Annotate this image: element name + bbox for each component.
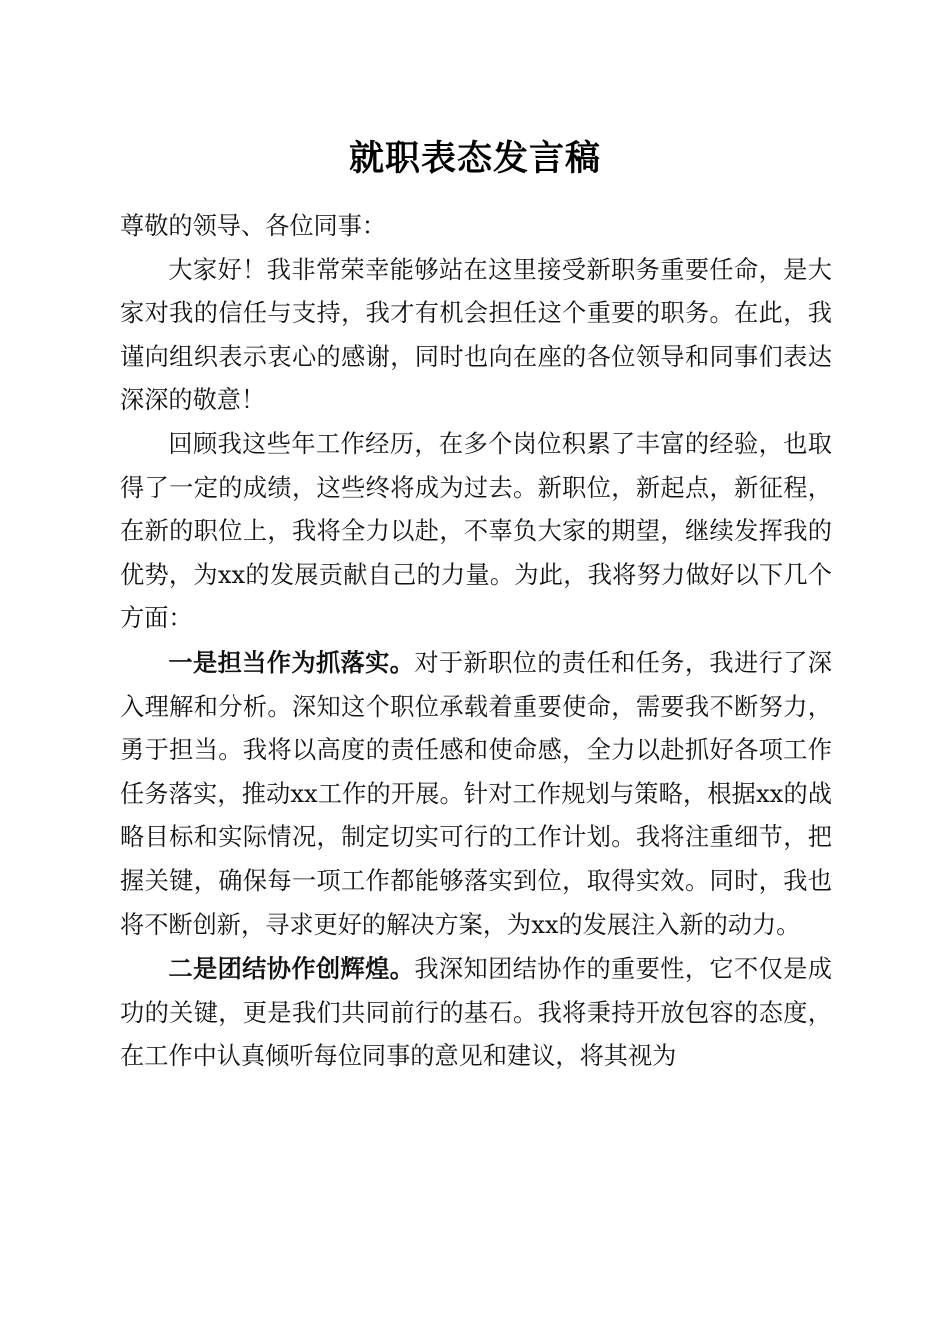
- salutation: 尊敬的领导、各位同事：: [120, 212, 387, 240]
- paragraph-point-two: [120, 947, 832, 1079]
- paragraph-text: 对于新职位的责任和任务，我进行了深入理解和分析。深知这个职位承载着重要使命，需要我不断努力，勇于担当。我将以高度的责任感和使命感，全力以赴抓好各项工作任务落实，推动xx工作的开展。针对工作规划与策略，根据xx的战略目标和实际情况，制定切实可行的工作计划。我将注重细节，把握关键，确保每一项工作都能够落实到位，取得实效。同时，我也将不断创新，寻求更好的解决方案，为xx的发展注入新的动力。: [120, 648, 832, 939]
- paragraph-greeting: [120, 249, 832, 423]
- paragraph-review: [120, 423, 832, 641]
- paragraph-text: 回顾我这些年工作经历，在多个岗位积累了丰富的经验，也取得了一定的成绩，这些终将成为过去。新职位，新起点，新征程，在新的职位上，我将全力以赴，不辜负大家的期望，继续发挥我的优势，为xx的发展贡献自己的力量。为此，我将努力做好以下几个方面：: [120, 429, 832, 633]
- paragraph-point-one: [120, 641, 832, 947]
- paragraph-lead: 二是团结协作创辉煌。: [168, 954, 415, 984]
- document-body: [120, 205, 832, 1079]
- paragraph-text: 大家好！我非常荣幸能够站在这里接受新职务重要任命，是大家对我的信任与支持，我才有机会担任这个重要的职务。在此，我谨向组织表示衷心的感谢，同时也向在座的各位领导和同事们表达深深的敬意！: [120, 255, 832, 415]
- page-title: 就职表态发言稿: [348, 138, 601, 179]
- paragraph-text: 我深知团结协作的重要性，它不仅是成功的关键，更是我们共同前行的基石。我将秉持开放包容的态度，在工作中认真倾听每位同事的意见和建议，将其视为: [120, 955, 832, 1071]
- paragraph-lead: 一是担当作为抓落实。: [168, 647, 415, 677]
